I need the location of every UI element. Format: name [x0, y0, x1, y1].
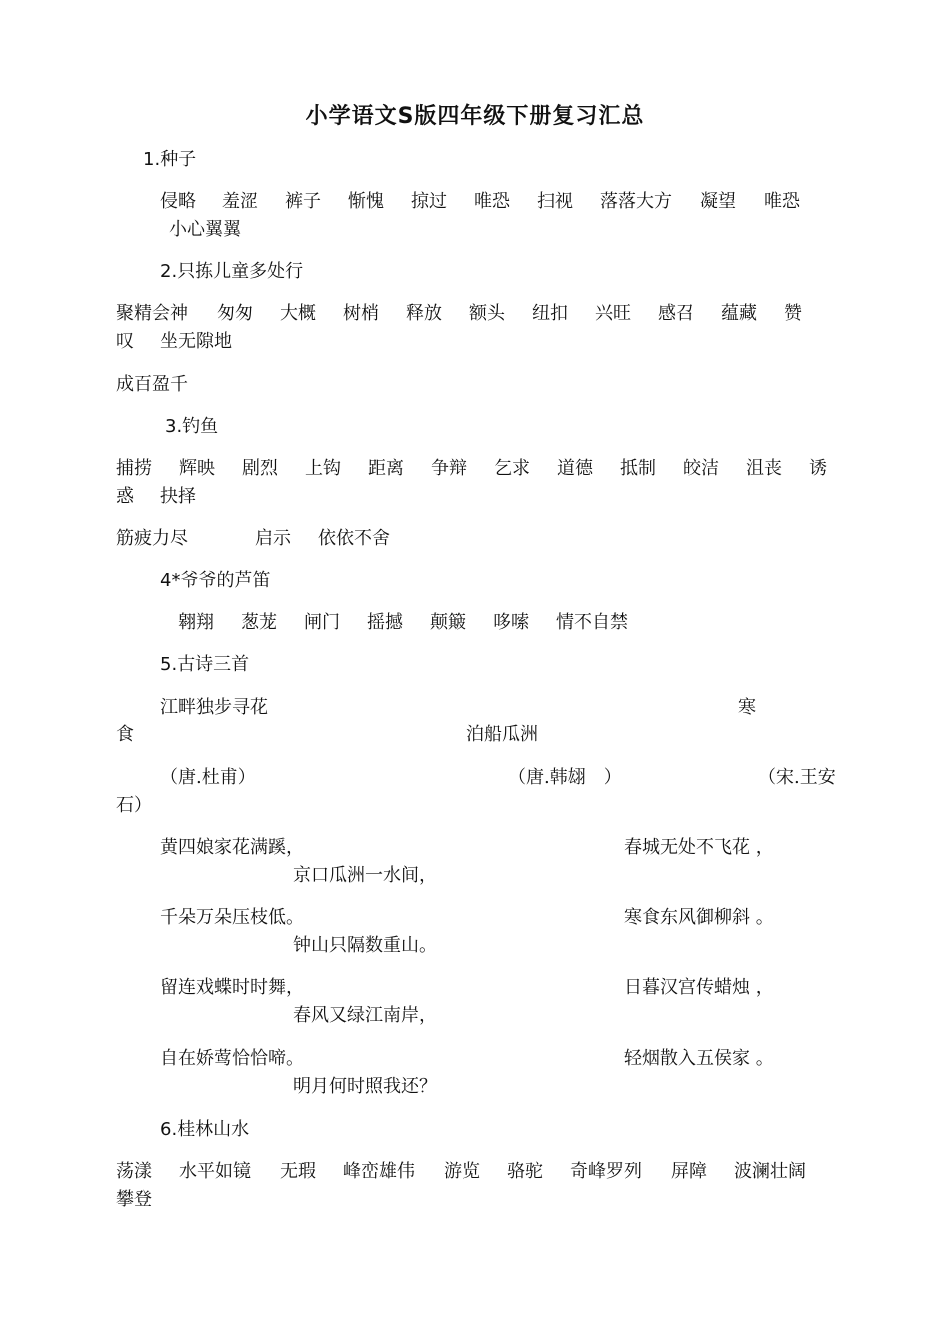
poem-author-1: （唐.杜甫）: [160, 767, 256, 788]
section-heading-1: [143, 150, 196, 170]
vocab-word: 纽扣: [532, 303, 568, 324]
section-number: 6.: [160, 1119, 178, 1140]
vocab-word: 筋疲力尽: [116, 528, 188, 549]
vocab-word: 落落大方: [600, 191, 672, 212]
vocab-word: 兴旺: [595, 303, 631, 324]
vocab-word: 翱翔: [178, 612, 214, 633]
vocab-word: 感召: [658, 303, 694, 324]
vocab-word: 惑: [116, 486, 134, 507]
vocab-word: 掠过: [411, 191, 447, 212]
vocab-word: 侵略: [160, 191, 196, 212]
vocab-word: 葱茏: [241, 612, 277, 633]
vocab-word: 惭愧: [348, 191, 384, 212]
vocab-word: 抵制: [620, 458, 656, 479]
vocab-word: 摇撼: [367, 612, 403, 633]
vocab-word: 水平如镜: [179, 1161, 251, 1182]
section-heading-5: [160, 655, 249, 675]
poem-title-2-part2: 食: [116, 724, 134, 745]
poem-line: 京口瓜洲一水间，: [293, 865, 437, 886]
poem-line: 寒食东风御柳斜 。: [624, 907, 774, 928]
vocab-word: 小心翼翼: [169, 219, 241, 240]
section-number: 3.: [165, 416, 183, 437]
vocab-word: 颠簸: [430, 612, 466, 633]
vocab-word: 游览: [444, 1161, 480, 1182]
vocab-word: 聚精会神: [116, 303, 188, 324]
vocab-word: 争辩: [431, 458, 467, 479]
vocab-word: 唯恐: [764, 191, 800, 212]
vocab-word: 情不自禁: [556, 612, 628, 633]
document-title: 小学语文S版四年级下册复习汇总: [305, 104, 645, 129]
vocab-word: 大概: [280, 303, 316, 324]
vocab-word: 裤子: [285, 191, 321, 212]
vocab-word: 哆嗦: [493, 612, 529, 633]
vocab-word: 攀登: [116, 1189, 152, 1210]
section-number: 5.: [160, 654, 178, 675]
vocab-word: 依依不舍: [318, 528, 390, 549]
vocab-word: 剧烈: [242, 458, 278, 479]
vocab-word: 荡漾: [116, 1161, 152, 1182]
vocab-word: 抉择: [160, 486, 196, 507]
vocab-word: 额头: [469, 303, 505, 324]
vocab-word: 叹: [116, 331, 134, 352]
section-name: 钓鱼: [182, 416, 219, 437]
poem-title-2-part1: 寒: [738, 697, 756, 718]
vocab-word: 骆驼: [507, 1161, 543, 1182]
vocab-word: 扫视: [537, 191, 573, 212]
poem-line: 自在娇莺恰恰啼。: [160, 1048, 304, 1069]
section-heading-3: [165, 417, 218, 437]
section-heading-4: [160, 571, 270, 591]
poem-title-1: 江畔独步寻花: [160, 697, 268, 718]
vocab-word: 乞求: [494, 458, 530, 479]
vocab-word: 成百盈千: [116, 374, 188, 395]
vocab-word: 树梢: [343, 303, 379, 324]
section-number: 4*: [160, 570, 181, 591]
vocab-word: 启示: [255, 528, 291, 549]
poem-line: 明月何时照我还？: [293, 1076, 437, 1097]
vocab-word: 诱: [809, 458, 827, 479]
vocab-word: 波澜壮阔: [734, 1161, 806, 1182]
poem-author-3-part1: （宋.王安: [758, 767, 836, 788]
section-name: 只拣儿童多处行: [177, 261, 304, 282]
vocab-word: 峰峦雄伟: [343, 1161, 415, 1182]
poem-line: 黄四娘家花满蹊，: [160, 837, 304, 858]
poem-author-3-part2: 石）: [116, 795, 152, 816]
vocab-word: 辉映: [179, 458, 215, 479]
vocab-word: 上钩: [305, 458, 341, 479]
poem-line: 留连戏蝶时时舞，: [160, 977, 304, 998]
vocab-word: 赞: [784, 303, 802, 324]
poem-line: 春风又绿江南岸，: [293, 1005, 437, 1026]
section-name: 爷爷的芦笛: [180, 570, 271, 591]
vocab-word: 捕捞: [116, 458, 152, 479]
poem-line: 春城无处不飞花 ，: [624, 837, 774, 858]
vocab-word: 坐无隙地: [160, 331, 232, 352]
vocab-word: 蕴藏: [721, 303, 757, 324]
poem-line: 千朵万朵压枝低。: [160, 907, 304, 928]
section-name: 桂林山水: [177, 1119, 250, 1140]
poem-line: 轻烟散入五侯家 。: [624, 1048, 774, 1069]
vocab-word: 奇峰罗列: [570, 1161, 642, 1182]
vocab-word: 沮丧: [746, 458, 782, 479]
vocab-word: 羞涩: [222, 191, 258, 212]
vocab-word: 匆匆: [217, 303, 253, 324]
vocab-word: 唯恐: [474, 191, 510, 212]
vocab-word: 释放: [406, 303, 442, 324]
vocab-word: 距离: [368, 458, 404, 479]
poem-line: 日暮汉宫传蜡烛 ，: [624, 977, 774, 998]
section-number: 1.: [143, 149, 161, 170]
vocab-word: 道德: [557, 458, 593, 479]
poem-author-2: （唐.韩翃 ）: [508, 767, 622, 788]
vocab-word: 屏障: [671, 1161, 707, 1182]
vocab-word: 皎洁: [683, 458, 719, 479]
poem-line: 钟山只隔数重山。: [293, 935, 437, 956]
poem-title-3: 泊船瓜洲: [466, 724, 538, 745]
section-name: 古诗三首: [177, 654, 250, 675]
section-heading-2: [160, 262, 303, 282]
section-name: 种子: [160, 149, 197, 170]
section-number: 2.: [160, 261, 178, 282]
section-heading-6: [160, 1120, 249, 1140]
vocab-word: 闸门: [304, 612, 340, 633]
vocab-word: 凝望: [700, 191, 736, 212]
vocab-word: 无瑕: [280, 1161, 316, 1182]
